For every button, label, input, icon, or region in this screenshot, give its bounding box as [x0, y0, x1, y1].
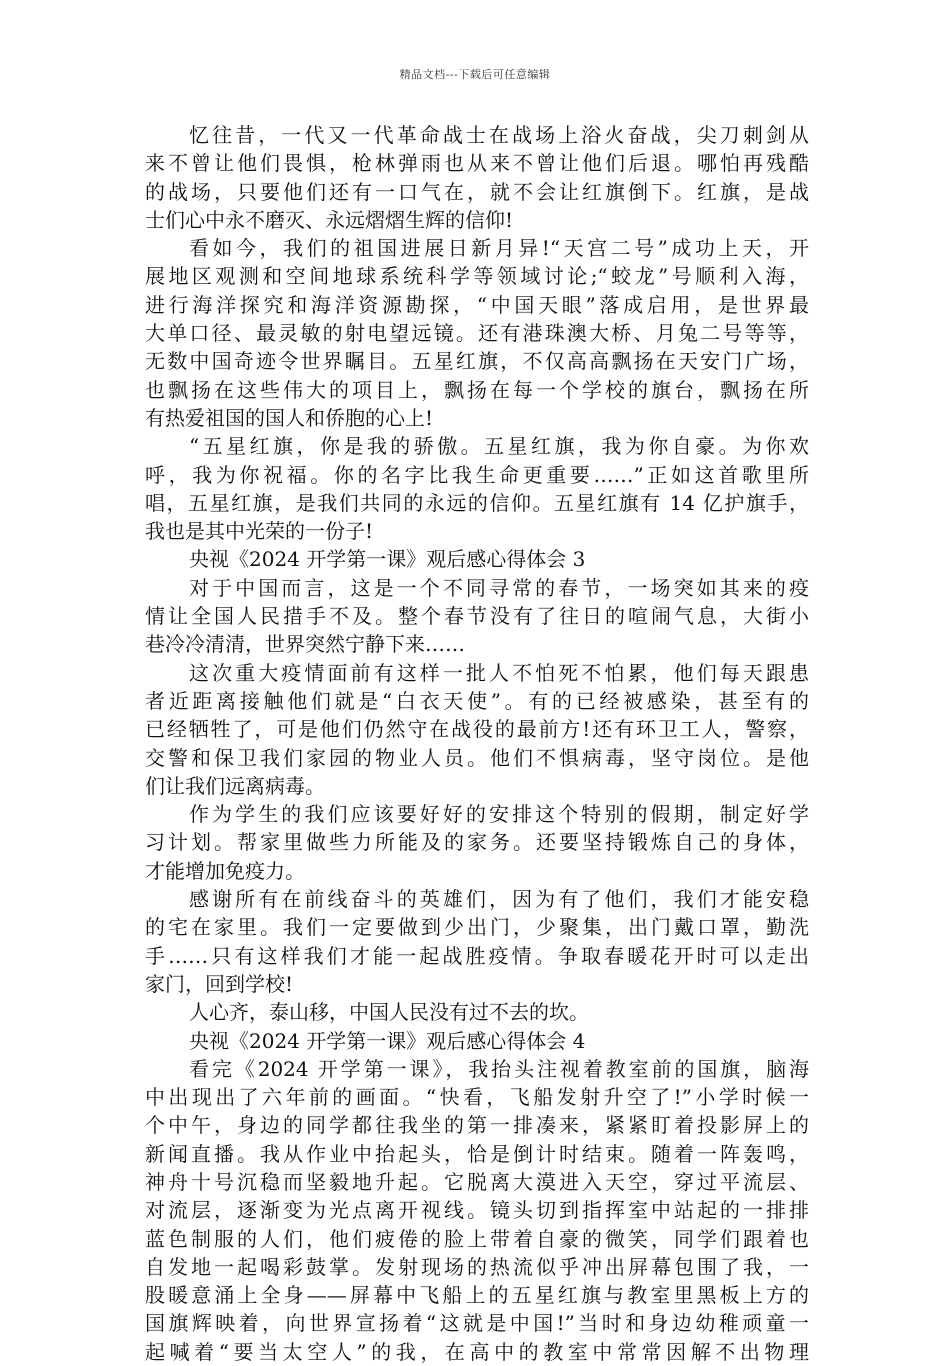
- text-line: 国旗辉映着，向世界宣扬着“这就是中国!”当时和身边幼稚顽童一: [145, 1311, 809, 1336]
- text-line: 神舟十号沉稳而坚毅地升起。它脱离大漠进入天空，穿过平流层、: [145, 1169, 809, 1194]
- text-line: 这次重大疫情面前有这样一批人不怕死不怕累，他们每天跟患: [189, 660, 809, 685]
- text-line: 无数中国奇迹令世界瞩目。五星红旗，不仅高高飘扬在天安门广场，: [145, 349, 809, 374]
- text-line: 我也是其中光荣的一份子!: [145, 519, 374, 544]
- text-line: 感谢所有在前线奋斗的英雄们，因为有了他们，我们才能安稳: [189, 887, 809, 912]
- text-line: 新闻直播。我从作业中抬起头，恰是倒计时结束。随着一阵轰鸣，: [145, 1141, 809, 1166]
- text-line: 手……只有这样我们才能一起战胜疫情。争取春暖花开时可以走出: [145, 943, 809, 968]
- text-line: 进行海洋探究和海洋资源勘探，“中国天眼”落成启用，是世界最: [145, 292, 809, 317]
- text-line: 起喊着“要当太空人”的我，在高中的教室中常常因解不出物理: [145, 1339, 809, 1364]
- text-line: 们让我们远离病毒。: [145, 773, 325, 798]
- text-line: 的宅在家里。我们一定要做到少出门，少聚集，出门戴口罩，勤洗: [145, 915, 809, 940]
- text-line: 已经牺牲了，可是他们仍然守在战役的最前方!还有环卫工人，警察，: [145, 717, 809, 742]
- text-line: 央视《2024 开学第一课》观后感心得体会 4: [189, 1028, 586, 1053]
- text-line: 来不曾让他们畏惧，枪林弹雨也从来不曾让他们后退。哪怕再残酷: [145, 151, 809, 176]
- text-line: 对于中国而言，这是一个不同寻常的春节，一场突如其来的疫: [189, 575, 809, 600]
- text-line: 家门，回到学校!: [145, 971, 294, 996]
- text-line: 央视《2024 开学第一课》观后感心得体会 3: [189, 547, 586, 572]
- page-header: 精品文档---下载后可任意编辑: [399, 68, 551, 81]
- text-line: 士们心中永不磨灭、永远熠熠生辉的信仰!: [145, 207, 514, 232]
- text-line: 个中午，身边的同学都往我坐的第一排凑来，紧紧盯着投影屏上的: [145, 1113, 809, 1138]
- text-line: 看如今，我们的祖国进展日新月异!“天宫二号”成功上天，开: [189, 236, 809, 261]
- text-line: 有热爱祖国的国人和侨胞的心上!: [145, 405, 434, 430]
- text-line: 巷冷冷清清，世界突然宁静下来……: [145, 632, 465, 657]
- text-line: 的战场，只要他们还有一口气在，就不会让红旗倒下。红旗，是战: [145, 179, 809, 204]
- text-line: 忆往昔，一代又一代革命战士在战场上浴火奋战，尖刀刺剑从: [189, 123, 809, 147]
- text-line: 自发地一起喝彩鼓掌。发射现场的热流似乎冲出屏幕包围了我，一: [145, 1254, 809, 1279]
- text-line: 作为学生的我们应该要好好的安排这个特别的假期，制定好学: [189, 802, 809, 827]
- text-line: 唱，五星红旗，是我们共同的永远的信仰。五星红旗有 14 亿护旗手，: [145, 490, 809, 515]
- text-line: 大单口径、最灵敏的射电望远镜。还有港珠澳大桥、月兔二号等等，: [145, 321, 809, 346]
- text-line: 股暖意涌上全身——屏幕中飞船上的五星红旗与教室里黑板上方的: [145, 1283, 809, 1308]
- document-body: [145, 121, 809, 1366]
- text-line: 人心齐，泰山移，中国人民没有过不去的坎。: [189, 1000, 589, 1025]
- text-line: 呼，我为你祝福。你的名字比我生命更重要……”正如这首歌里所: [145, 462, 809, 487]
- text-line: 习计划。帮家里做些力所能及的家务。还要坚持锻炼自己的身体，: [145, 830, 809, 855]
- text-line: 展地区观测和空间地球系统科学等领域讨论;“蛟龙”号顺利入海，: [145, 264, 809, 289]
- text-line: 对流层，逐渐变为光点离开视线。镜头切到指挥室中站起的一排排: [145, 1198, 809, 1223]
- text-line: “五星红旗，你是我的骄傲。五星红旗，我为你自豪。为你欢: [189, 434, 809, 459]
- text-line: 者近距离接触他们就是“白衣天使”。有的已经被感染，甚至有的: [145, 688, 809, 713]
- text-line: 情让全国人民措手不及。整个春节没有了往日的喧闹气息，大街小: [145, 604, 809, 629]
- text-line: 看完《2024 开学第一课》，我抬头注视着教室前的国旗，脑海: [189, 1056, 809, 1081]
- text-line: 才能增加免疫力。: [145, 858, 305, 883]
- text-line: 蓝色制服的人们，他们疲倦的脸上带着自豪的微笑，同学们跟着也: [145, 1226, 809, 1251]
- text-line: 中出现出了六年前的画面。“快看，飞船发射升空了!”小学时候一: [145, 1085, 809, 1110]
- text-line: 也飘扬在这些伟大的项目上，飘扬在每一个学校的旗台，飘扬在所: [145, 377, 809, 402]
- text-line: 交警和保卫我们家园的物业人员。他们不惧病毒，坚守岗位。是他: [145, 745, 809, 770]
